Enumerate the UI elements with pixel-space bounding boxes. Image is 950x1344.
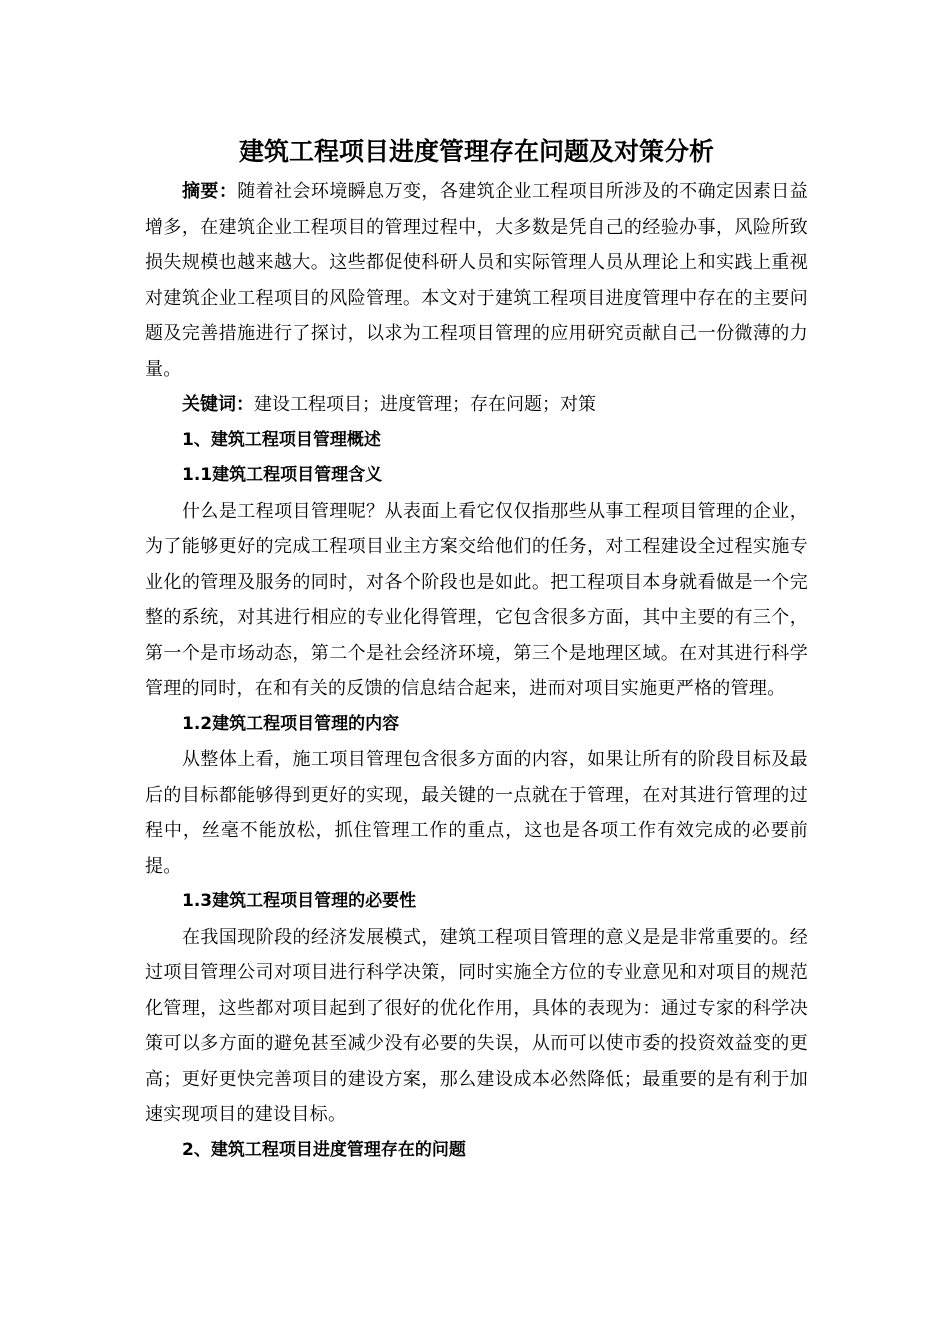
- section-1-2-paragraph: 从整体上看，施工项目管理包含很多方面的内容，如果让所有的阶段目标及最后的目标都能够得到更好的实现，最关键的一点就在于管理，在对其进行管理的过程中，丝毫不能放松，抓住管理工作的重点，这也是各项工作有效完成的必要前提。: [145, 749, 808, 877]
- document-title: 建筑工程项目进度管理存在问题及对策分析: [238, 137, 714, 166]
- document-page: [145, 130, 808, 1168]
- keywords-label: 关键词：: [182, 394, 254, 415]
- section-1-1-heading: 1.1建筑工程项目管理含义: [182, 465, 383, 485]
- abstract-paragraph: [145, 174, 808, 387]
- abstract-text: 随着社会环境瞬息万变，各建筑企业工程项目所涉及的不确定因素日益增多，在建筑企业工程项目的管理过程中，大多数是凭自己的经验办事，风险所致损失规模也越来越大。这些都促使科研人员和实际管理人员从理论上和实践上重视对建筑企业工程项目的风险管理。本文对于建筑工程项目进度管理中存在的主要问题及完善措施进行了探讨，以求为工程项目管理的应用研究贡献自己一份微薄的力量。: [145, 181, 808, 380]
- section-2-heading: 2、建筑工程项目进度管理存在的问题: [182, 1139, 466, 1160]
- section-1-1-paragraph: 什么是工程项目管理呢？从表面上看它仅仅指那些从事工程项目管理的企业，为了能够更好的完成工程项目业主方案交给他们的任务，对工程建设全过程实施专业化的管理及服务的同时，对各个阶段也是如此。把工程项目本身就看做是一个完整的系统，对其进行相应的专业化得管理，它包含很多方面，其中主要的有三个，第一个是市场动态，第二个是社会经济环境，第三个是地理区域。在对其进行科学管理的同时，在和有关的反馈的信息结合起来，进而对项目实施更严格的管理。: [145, 500, 808, 699]
- keywords-line: [145, 387, 808, 423]
- section-1-2-heading: 1.2建筑工程项目管理的内容: [182, 713, 400, 734]
- abstract-label: 摘要：: [182, 181, 238, 202]
- section-1-heading: 1、建筑工程项目管理概述: [182, 429, 381, 450]
- section-1-3-paragraph: 在我国现阶段的经济发展模式，建筑工程项目管理的意义是是非常重要的。经过项目管理公司对项目进行科学决策，同时实施全方位的专业意见和对项目的规范化管理，这些都对项目起到了很好的优化作用，具体的表现为：通过专家的科学决策可以多方面的避免甚至减少没有必要的失误，从而可以使市委的投资效益变的更高；更好更快完善项目的建设方案，那么建设成本必然降低；最重要的是有利于加速实现项目的建设目标。: [145, 926, 808, 1125]
- keywords-text: 建设工程项目；进度管理；存在问题；对策: [254, 394, 596, 415]
- section-1-3-heading: 1.3建筑工程项目管理的必要性: [182, 891, 417, 911]
